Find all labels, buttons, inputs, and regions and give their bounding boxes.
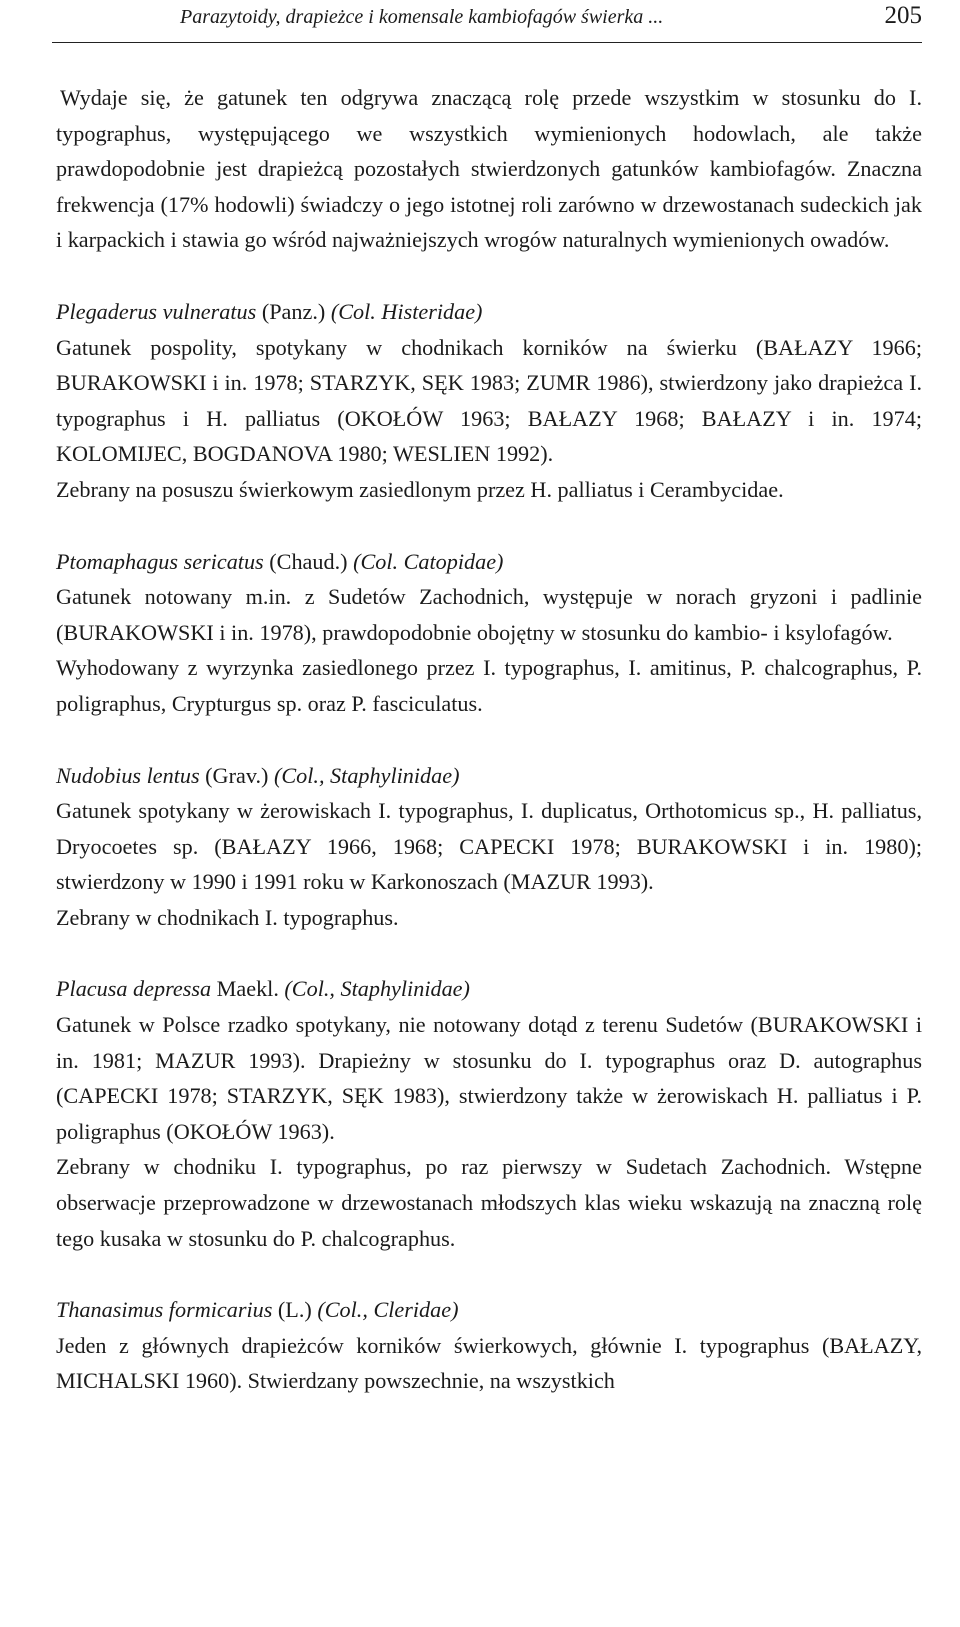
species-heading — [56, 971, 922, 1007]
species-author: (Panz.) — [261, 298, 326, 324]
species-name: Ptomaphagus sericatus — [56, 548, 264, 574]
intro-paragraph: Wydaje się, że gatunek ten odgrywa znaczącą rolę przede wszystkim w stosunku do I. typographus, występującego we wszystkich wymienionych hodowlach, ale także prawdopodobnie jest drapieżcą pozostałych stwierdzonych gatunków kambiofagów. Znaczna frekwencja (17% hodowli) świadczy o jego istotnej roli zarówno w drzewostanach sudeckich jak i karpackich i stawia go wśród najważniejszych wrogów naturalnych wymienionych owadów. — [56, 85, 922, 253]
species-family: (Col., Staphylinidae) — [284, 976, 470, 1002]
species-name: Placusa depressa — [56, 976, 212, 1002]
running-header — [52, 2, 922, 43]
species-paragraph: Gatunek notowany m.in. z Sudetów Zachodnich, występuje w norach gryzoni i padlinie (BURAKOWSKI i in. 1978), prawdopodobnie obojętny w stosunku do kambio- i ksylofagów. — [56, 584, 922, 645]
species-author: (L.) — [277, 1297, 312, 1323]
page-number: 205 — [884, 2, 922, 29]
species-author: (Grav.) — [205, 762, 269, 788]
species-paragraph: Gatunek w Polsce rzadko spotykany, nie notowany dotąd z terenu Sudetów (BURAKOWSKI i in. 1981; MAZUR 1993). Drapieżny w stosunku do I. typographus oraz D. autographus (CAPECKI 1978; STARZYK, SĘK 1983), stwierdzony także w żerowiskach H. palliatus i P. poligraphus (OKOŁÓW 1963). — [56, 1012, 922, 1144]
species-paragraph: Gatunek pospolity, spotykany w chodnikach korników na świerku (BAŁAZY 1966; BURAKOWSKI i in. 1978; STARZYK, SĘK 1983; ZUMR 1986), stwierdzony jako drapieżca I. typographus i H. palliatus (OKOŁÓW 1963; BAŁAZY 1968; BAŁAZY i in. 1974; KOLOMIJEC, BOGDANOVA 1980; WESLIEN 1992). — [56, 334, 922, 467]
species-heading — [56, 1292, 922, 1328]
species-name: Plegaderus vulneratus — [56, 298, 257, 324]
species-family: (Col. Catopidae) — [353, 548, 504, 574]
species-heading — [56, 294, 922, 330]
species-author: (Chaud.) — [269, 548, 348, 574]
species-family: (Col., Cleridae) — [317, 1297, 459, 1323]
species-heading — [56, 544, 922, 580]
species-paragraph: Gatunek spotykany w żerowiskach I. typographus, I. duplicatus, Orthotomicus sp., H. palliatus, Dryocoetes sp. (BAŁAZY 1966, 1968; CAPECKI 1978; BURAKOWSKI i in. 1980); stwierdzony w 1990 i 1991 roku w Karkonoszach (MAZUR 1993). — [56, 798, 922, 895]
species-family: (Col. Histeridae) — [330, 298, 483, 324]
species-paragraph: Jeden z głównych drapieżców korników świerkowych, głównie I. typographus (BAŁAZY, MICHALSKI 1960). Stwierdzany powszechnie, na wszystkich — [56, 1332, 922, 1394]
article-body — [56, 80, 922, 1399]
species-paragraph: Zebrany w chodniku I. typographus, po raz pierwszy w Sudetach Zachodnich. Wstępne obserwacje przeprowadzone w drzewostanach młodszych klas wieku wskazują na znaczną rolę tego kusaka w stosunku do P. chalcographus. — [56, 1154, 922, 1251]
species-heading — [56, 758, 922, 794]
species-name: Thanasimus formicarius — [56, 1297, 273, 1323]
species-paragraph: Zebrany na posuszu świerkowym zasiedlonym przez H. palliatus i Cerambycidae. — [56, 476, 784, 502]
running-title: Parazytoidy, drapieżce i komensale kambiofagów świerka ... — [180, 6, 664, 28]
species-author: Maekl. — [216, 976, 279, 1002]
species-family: (Col., Staphylinidae) — [273, 762, 460, 788]
species-paragraph: Zebrany w chodnikach I. typographus. — [56, 904, 399, 930]
species-paragraph: Wyhodowany z wyrzynka zasiedlonego przez I. typographus, I. amitinus, P. chalcographus, P. poligraphus, Crypturgus sp. oraz P. fasciculatus. — [56, 655, 922, 716]
species-name: Nudobius lentus — [56, 762, 200, 788]
